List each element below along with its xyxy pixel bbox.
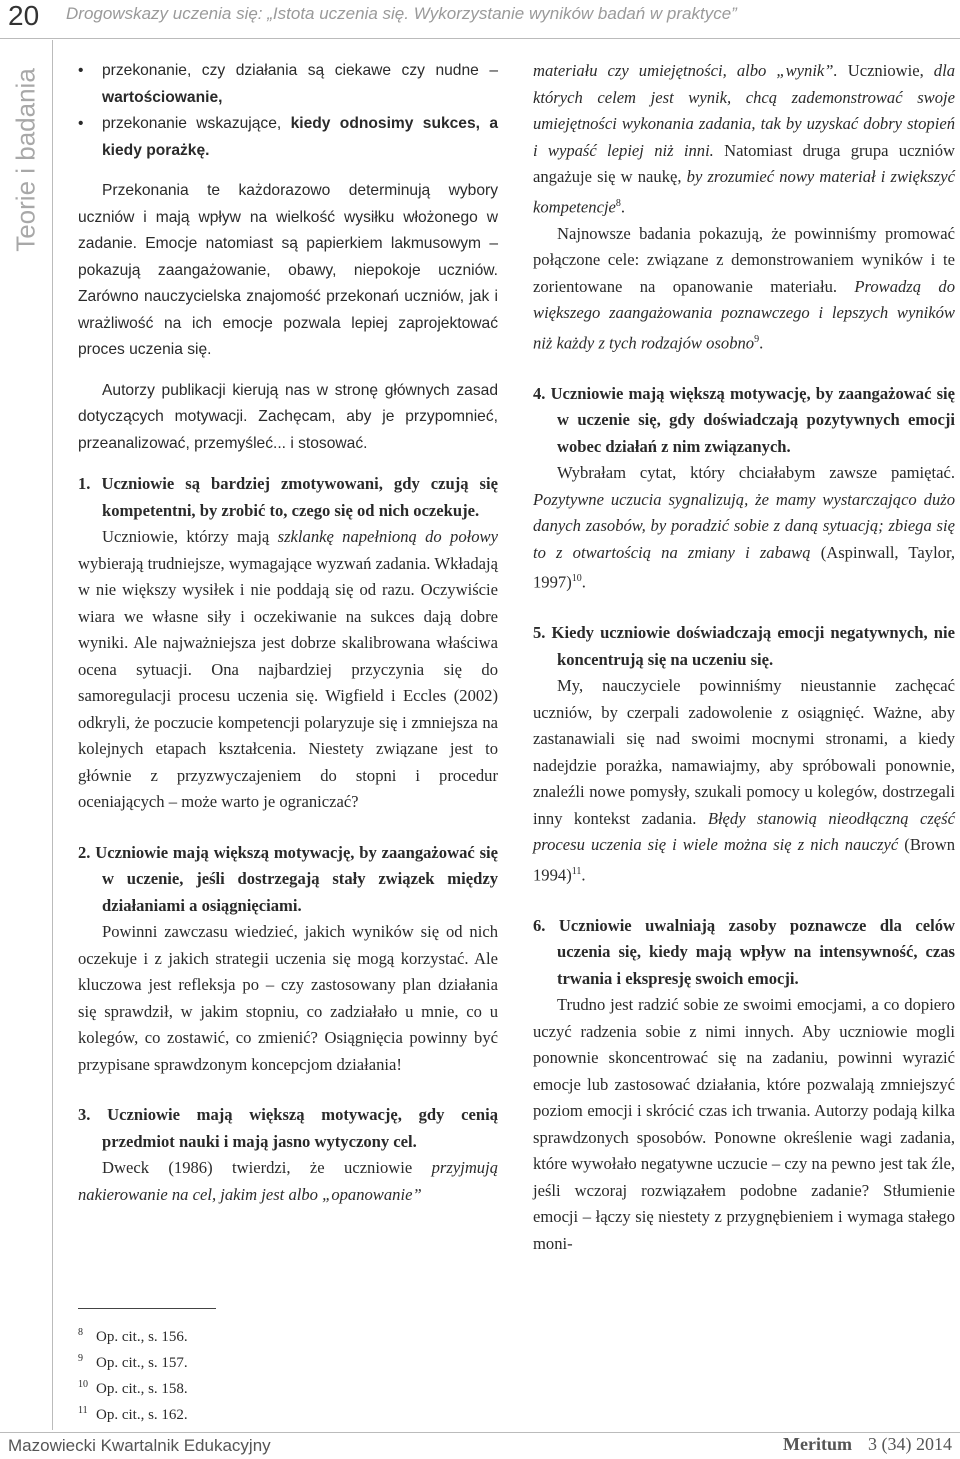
paragraph: Uczniowie, którzy mają szklankę napełnioną do połowy wybierają trudniejsze, wymagające wyzwań zadania. Wkładają w nie większy wysiłek i nie poddają się od razu. Oczywiście wiara we własne siły i oczekiwanie na sukces dają dobre wyniki. Ale najważniejsza jest dobrze skalibrowana właściwa ocena sytuacji. Ona najbardziej przyczynia się do samoregulacji procesu uczenia się. Wigfield i Eccles (2002) odkryli, że poczucie kompetencji polaryzuje się i zmniejsza na kolejnych etapach kształcenia. Niestety związane jest to głównie z przyzwyczajeniem do stopni i procedur oceniających – może warto je ograniczać?: [78, 527, 498, 811]
footnote-divider: [78, 1308, 216, 1309]
paragraph: Dweck (1986) twierdzi, że uczniowie przyjmują nakierowanie na cel, jakim jest albo „opanowanie”: [78, 1158, 498, 1204]
section-label: Teorie i badania: [10, 68, 41, 252]
page-number: 20: [8, 0, 40, 31]
bullet-list: [78, 58, 498, 164]
left-column: [78, 58, 498, 1208]
list-item: • przekonanie, czy działania są ciekawe czy nudne – wartościowanie,: [78, 58, 498, 111]
journal-name: Mazowiecki Kwartalnik Edukacyjny: [8, 1436, 271, 1455]
paragraph: My, nauczyciele powinniśmy nieustannie zachęcać uczniów, by czerpali zadowolenie z osiągnięć. Ważne, aby zastanawiali się nad swoimi mocnymi stronami, a kiedy nadejdzie porażka, namawiajmy, aby spróbowali ponownie, znaleźli nowe pomysły, szukali pomocy u kolegów, dostrzegali inny kontekst zadania. Błędy stanowią nieodłączną część procesu uczenia się i wiele można się z nich nauczyć (Brown 1994)$^{11}$.: [533, 676, 955, 885]
section-heading: 3. Uczniowie mają większą motywację, gdy cenią przedmiot nauki i mają jasno wytyczony cel.: [78, 1105, 498, 1151]
footnotes: [78, 1322, 188, 1426]
list-item: • przekonanie wskazujące, kiedy odnosimy sukces, a kiedy porażkę.: [78, 111, 498, 164]
paragraph: Wybrałam cytat, który chciałabym zawsze pamiętać. Pozytywne uczucia sygnalizują, że mamy wystarczająco dużo danych zasobów, by poradzić sobie z daną sytuacją; zbiega się to z otwartością na zmiany i zabawą (Aspinwall, Taylor, 1997)$^{10}$.: [533, 463, 955, 592]
footnote: $^{11}$ Op. cit., s. 162.: [78, 1405, 188, 1423]
footnote: $^9$ Op. cit., s. 157.: [78, 1353, 188, 1371]
section-heading: 5. Kiedy uczniowie doświadczają emocji negatywnych, nie koncentrują się na uczeniu się.: [533, 623, 955, 669]
paragraph: Przekonania te każdorazowo determinują wybory uczniów i mają wpływ na wielkość wysiłku włożonego w zadanie. Emocje natomiast są papierkiem lakmusowym – pokazują zaangażowanie, obawy, niepokoje uczniów. Zarówno nauczycielska znajomość przekonań uczniów, jak i wrażliwość na ich emocje pozwala lepiej zaprojektować proces uczenia się.: [78, 182, 498, 358]
paragraph: Najnowsze badania pokazują, że powinniśmy promować połączone cele: związane z demonstrowaniem wyników i te zorientowane na opanowanie materiału. Prowadzą do większego zaangażowania poznawczego i lepszych wyników niż każdy z tych rodzajów osobno$^9$.: [533, 223, 955, 353]
footnote: $^8$ Op. cit., s. 156.: [78, 1327, 188, 1345]
section-heading: 2. Uczniowie mają większą motywację, by zaangażować się w uczenie, jeśli dostrzegają stały związek między działaniami a osiągnięciami.: [78, 842, 498, 915]
paragraph: materiału czy umiejętności, albo „wynik”. Uczniowie, dla których celem jest wynik, chcą zademonstrować swoje umiejętności wykonania zadania, tak by uzyskać dobry stopień i wypaść lepiej niż inni. Natomiast druga grupa uczniów angażuje się w naukę, by zrozumieć nowy materiał i zwiększyć kompetencje$^8$.: [533, 61, 955, 217]
section-heading: 1. Uczniowie są bardziej zmotywowani, gdy czują się kompetentni, by zrobić to, czego się od nich oczekuje.: [78, 474, 498, 520]
paragraph: Trudno jest radzić sobie ze swoimi emocjami, a co dopiero uczyć radzenia sobie z nimi innych. Aby uczniowie mogli ponownie skoncentrować się na zadaniu, powinni wyrazić emocje lub zastosować działania, które pozwalają zmniejszyć poziom emocji i skrócić czas ich trwania. Autorzy podają kilka sprawdzonych sposobów. Ponowne określenie wagi zadania, które wywołało negatywne uczucie – czy na pewno jest tak źle, jeśli wczoraj rozwiązałem podobne zadanie? Stłumienie emocji – łączy się niestety z przygnębieniem i wymaga stałego moni-: [533, 995, 955, 1253]
running-header: Drogowskazy uczenia się: „Istota uczenia się. Wykorzystanie wyników badań w praktyce”: [66, 4, 737, 23]
header-divider: [0, 38, 960, 39]
brand-name: Meritum: [783, 1434, 852, 1454]
issue-number: 3 (34) 2014: [868, 1434, 952, 1454]
footnote: $^{10}$ Op. cit., s. 158.: [78, 1379, 188, 1397]
paragraph: Powinni zawczasu wiedzieć, jakich wyników się od nich oczekuje i z jakich strategii uczenia się mogą korzystać. Ale kluczowa jest refleksja po – czy zastosowany plan działania się sprawdził, w jakim stopniu, co zadziałało u mnie, co u kolegów, co zostawić, co zmienić? Osiągnięcia powinny być przypisane sprawdzonym koncepcjom działania!: [78, 922, 498, 1074]
issue-info: [783, 1434, 952, 1455]
footer-divider: [0, 1432, 960, 1433]
right-column: [533, 58, 955, 1257]
section-heading: 6. Uczniowie uwalniają zasoby poznawcze dla celów uczenia się, kiedy mają wpływ na intensywność, czas trwania i ekspresję swoich emocji.: [533, 915, 955, 988]
section-heading: 4. Uczniowie mają większą motywację, by zaangażować się w uczenie się, gdy doświadczają pozytywnych emocji wobec działań z nim związanych.: [533, 383, 955, 456]
paragraph: Autorzy publikacji kierują nas w stronę głównych zasad dotyczących motywacji. Zachęcam, aby je przypomnieć, przeanalizować, przemyśleć... i stosować.: [78, 381, 498, 452]
